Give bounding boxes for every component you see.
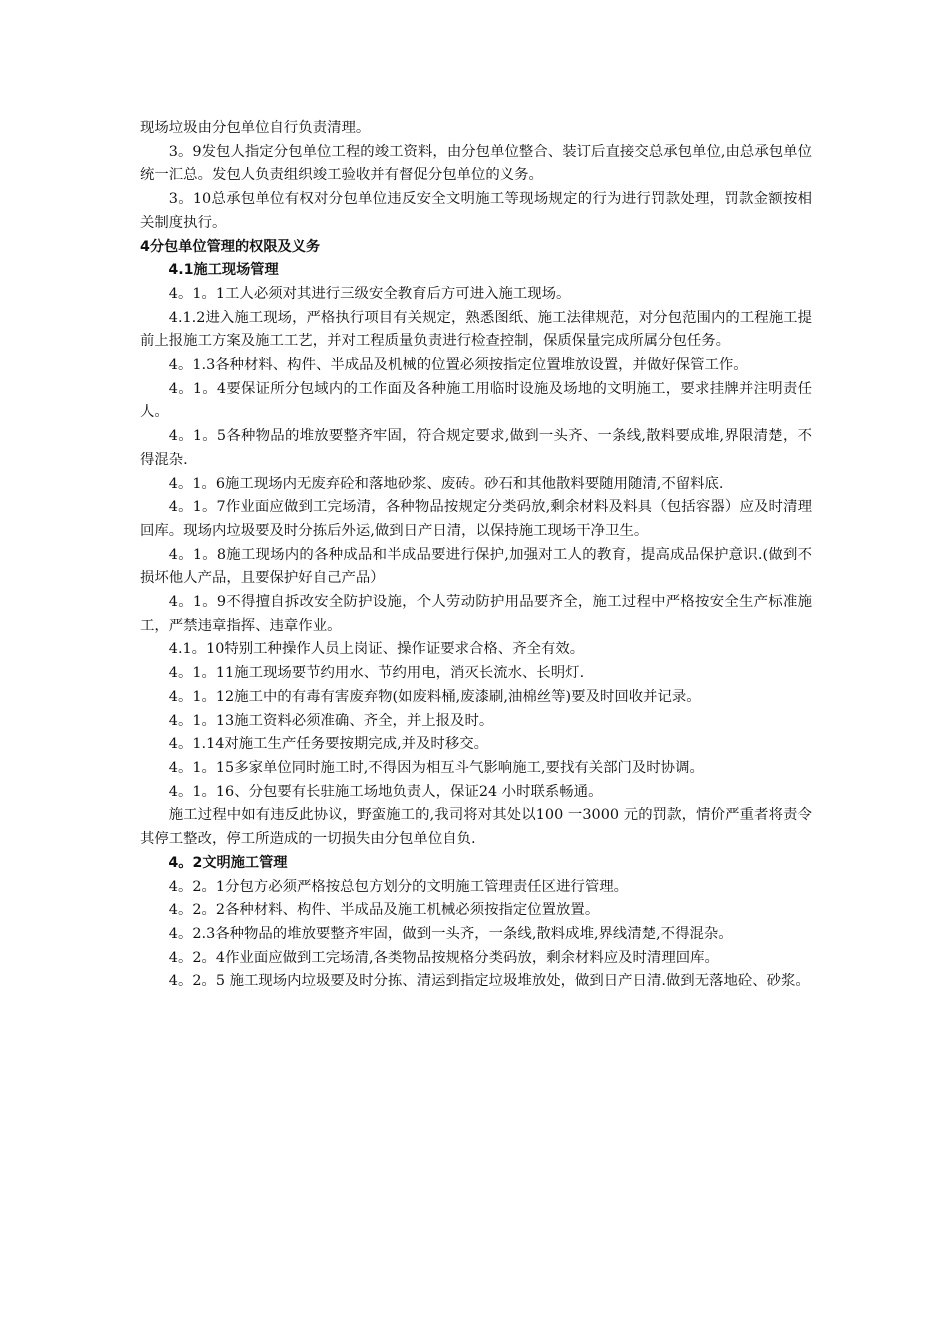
paragraph: 现场垃圾由分包单位自行负责清理。 — [140, 120, 371, 136]
paragraph: 4。2。5 施工现场内垃圾要及时分拣、清运到指定垃圾堆放处，做到日产日清.做到无落地砼、砂浆。 — [168, 973, 810, 990]
paragraph: 4。2。4作业面应做到工完场清,各类物品按规格分类码放，剩余材料应及时清理回库。 — [168, 949, 719, 966]
paragraph: 4。1。15多家单位同时施工时,不得因为相互斗气影响施工,要找有关部门及时协调。 — [168, 759, 704, 776]
paragraph: 4。1。13施工资料必须准确、齐全，并上报及时。 — [168, 712, 494, 729]
paragraph: 4。2.3各种物品的堆放要整齐牢固，做到一头齐，一条线,散料成堆,界线清楚,不得混杂。 — [168, 925, 733, 942]
paragraph: 4。1.14对施工生产任务要按期完成,并及时移交。 — [168, 736, 488, 753]
document-body — [140, 117, 812, 994]
paragraph: 4。1。4要保证所分包域内的工作面及各种施工用临时设施及场地的文明施工，要求挂牌并注明责任人。 — [140, 380, 812, 421]
paragraph: 4。1。9不得擅自拆改安全防护设施，个人劳动防护用品要齐全，施工过程中严格按安全生产标准施工，严禁违章指挥、违章作业。 — [140, 594, 812, 634]
section-heading: 4分包单位管理的权限及义务 — [140, 238, 321, 255]
paragraph: 4。1。11施工现场要节约用水、节约用电，消灭长流水、长明灯. — [168, 665, 585, 682]
paragraph: 4。2。2各种材料、构件、半成品及施工机械必须按指定位置放置。 — [168, 902, 600, 919]
paragraph: 4。1。12施工中的有毒有害废弃物(如废料桶,废漆刷,油棉丝等)要及时回收并记录。 — [168, 688, 701, 705]
paragraph: 4。1。1工人必须对其进行三级安全教育后方可进入施工现场。 — [168, 285, 571, 302]
paragraph: 4。1。16、分包要有长驻施工场地负责人，保证24 小时联系畅通。 — [168, 783, 603, 800]
subsection-heading: 4。2文明施工管理 — [168, 854, 288, 871]
paragraph: 4。1。6施工现场内无废弃砼和落地砂浆、废砖。砂石和其他散料要随用随清,不留料底. — [168, 475, 724, 492]
paragraph: 4.1。10特别工种操作人员上岗证、操作证要求合格、齐全有效。 — [168, 641, 585, 658]
paragraph: 4。1。7作业面应做到工完场清，各种物品按规定分类码放,剩余材料及料具（包括容器）应及时清理回库。现场内垃圾要及时分拣后外运,做到日产日清，以保持施工现场干净卫生。 — [140, 499, 812, 539]
subsection-heading: 4.1施工现场管理 — [168, 262, 279, 279]
paragraph: 3。9发包人指定分包单位工程的竣工资料，由分包单位整合、装订后直接交总承包单位,由总承包单位统一汇总。发包人负责组织竣工验收并有督促分包单位的义务。 — [140, 143, 812, 184]
paragraph: 4.1.2进入施工现场，严格执行项目有关规定，熟悉图纸、施工法律规范，对分包范围内的工程施工提前上报施工方案及施工工艺，并对工程质量负责进行检查控制，保质保量完成所属分包任务。 — [140, 309, 812, 350]
paragraph: 4。1。5各种物品的堆放要整齐牢固，符合规定要求,做到一头齐、一条线,散料要成堆,界限清楚，不得混杂. — [140, 428, 812, 468]
paragraph: 4。1。8施工现场内的各种成品和半成品要进行保护,加强对工人的教育，提高成品保护意识.(做到不损坏他人产品，且要保护好自己产品） — [140, 546, 812, 587]
paragraph: 4。1.3各种材料、构件、半成品及机械的位置必须按指定位置堆放设置，并做好保管工作。 — [168, 357, 748, 374]
paragraph: 施工过程中如有违反此协议，野蛮施工的,我司将对其处以100 一3000 元的罚款，情价严重者将责令其停工整改，停工所造成的一切损失由分包单位自负. — [140, 807, 812, 848]
paragraph: 3。10总承包单位有权对分包单位违反安全文明施工等现场规定的行为进行罚款处理，罚款金额按相关制度执行。 — [140, 191, 812, 231]
paragraph: 4。2。1分包方必须严格按总包方划分的文明施工管理责任区进行管理。 — [168, 878, 628, 895]
